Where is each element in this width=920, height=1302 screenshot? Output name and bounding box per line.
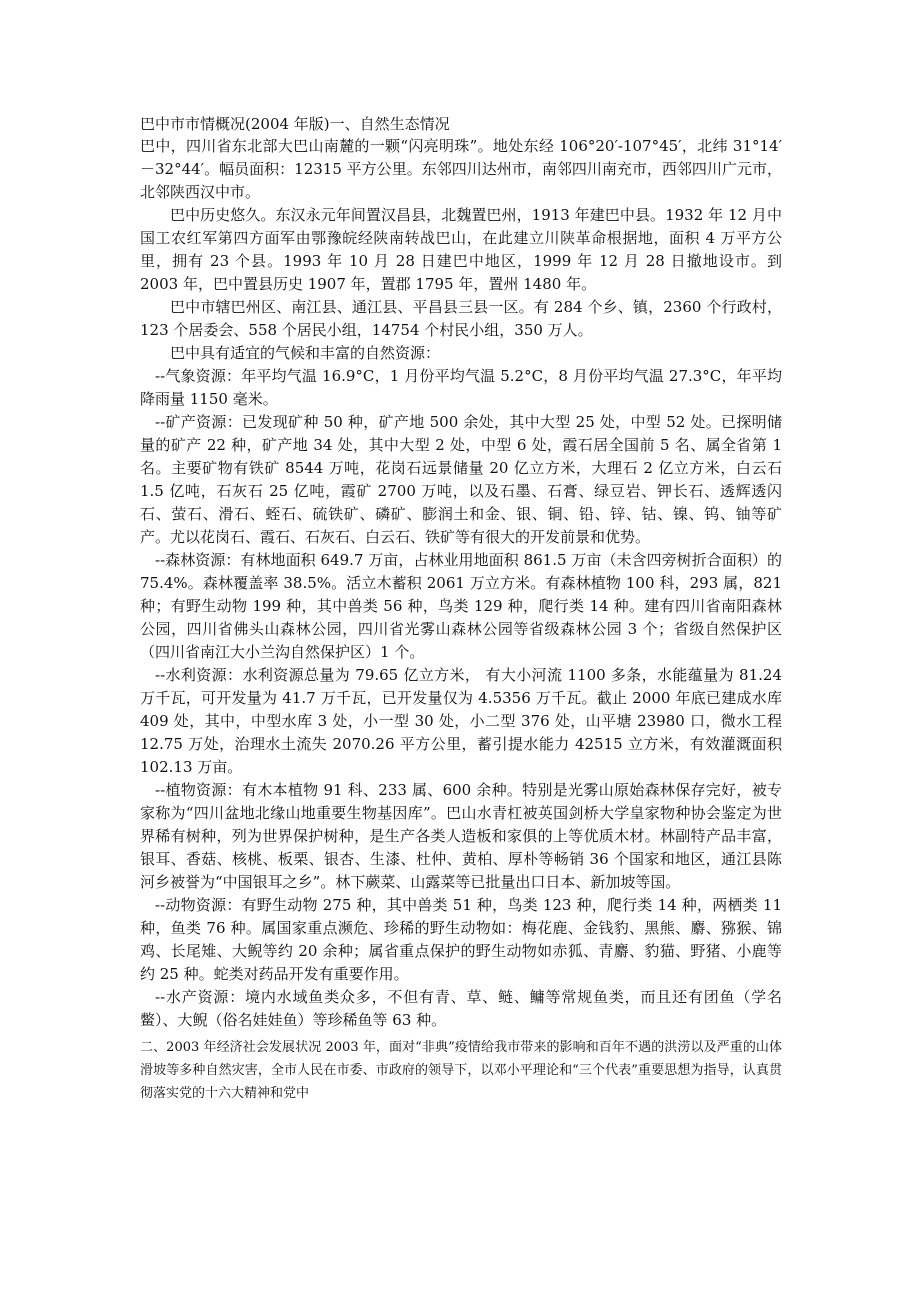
intro-paragraph: 巴中，四川省东北部大巴山南麓的一颗“闪亮明珠”。地处东经 106°20′-107°45′，北纬 31°14′－32°44′。幅员面积：12315 平方公里。东邻四川达州市，南邻四川南充市，西邻四川广元市，北邻陕西汉中市。 bbox=[140, 137, 782, 201]
history-paragraph: 巴中历史悠久。东汉永元年间置汉昌县，北魏置巴州，1913 年建巴中县。1932 年 12 月中国工农红军第四方面军由鄂豫皖经陕南转战巴山，在此建立川陕革命根据地，面积 4 万平方公里，拥有 23 个县。1993 年 10 月 28 日建巴中地区，1999 年 12 月 28 日撤地设市。到 2003 年，巴中置县历史 1907 年，置郡 1795 年，置州 1480 年。 bbox=[140, 206, 782, 293]
document-title: 巴中市市情概况(2004 年版)一、自然生态情况 bbox=[140, 115, 450, 133]
forest-resources-paragraph: --森林资源：有林地面积 649.7 万亩，占林业用地面积 861.5 万亩（未含四旁树折合面积）的 75.4%。森林覆盖率 38.5%。活立木蓄积 2061 万立方米。有森林植物 100 科，293 属，821 种；有野生动物 199 种，其中兽类 56 种，鸟类 129 种，爬行类 14 种。建有四川省南阳森林公园，四川省佛头山森林公园，四川省光雾山森林公园等省级森林公园 3 个；省级自然保护区（四川省南江大小兰沟自然保护区）1 个。 bbox=[140, 551, 782, 661]
jurisdiction-paragraph: 巴中市辖巴州区、南江县、通江县、平昌县三县一区。有 284 个乡、镇，2360 个行政村，123 个居委会、558 个居民小组，14754 个村民小组，350 万人。 bbox=[140, 298, 782, 339]
water-resources-paragraph: --水利资源：水利资源总量为 79.65 亿立方米， 有大小河流 1100 多条，水能蕴量为 81.24 万千瓦，可开发量为 41.7 万千瓦，已开发量仅为 4.5356 万千瓦。截止 2000 年底已建成水库 409 处，其中，中型水库 3 处，小一型 30 处，小二型 376 处，山平塘 23980 口，微水工程 12.75 万处，治理水土流失 2070.26 平方公里，蓄引提水能力 42515 立方米，有效灌溉面积 102.13 万亩。 bbox=[140, 666, 782, 776]
animal-resources-paragraph: --动物资源：有野生动物 275 种，其中兽类 51 种，鸟类 123 种，爬行类 14 种，两栖类 11 种，鱼类 76 种。属国家重点濒危、珍稀的野生动物如：梅花鹿、金钱豹、黑熊、麝、猕猴、锦鸡、长尾雉、大鲵等约 20 余种；属省重点保护的野生动物如赤狐、青麝、豹猫、野猪、小鹿等约 25 种。蛇类对药品开发有重要作用。 bbox=[140, 896, 782, 983]
resources-intro-paragraph: 巴中具有适宜的气候和丰富的自然资源： bbox=[170, 344, 441, 362]
aquatic-resources-paragraph: --水产资源：境内水域鱼类众多，不但有青、草、鲢、鳙等常规鱼类，而且还有团鱼（学名鳖）、大鲵（俗名娃娃鱼）等珍稀鱼等 63 种。 bbox=[140, 988, 782, 1029]
climate-resources-paragraph: --气象资源：年平均气温 16.9°C，1 月份平均气温 5.2°C，8 月份平均气温 27.3°C，年平均降雨量 1150 毫米。 bbox=[140, 367, 782, 408]
document-page bbox=[140, 113, 782, 1105]
mineral-resources-paragraph: --矿产资源：已发现矿种 50 种，矿产地 500 余处，其中大型 25 处，中型 52 处。已探明储量的矿产 22 种，矿产地 34 处，其中大型 2 处，中型 6 处，霞石居全国前 5 名、属全省第 1 名。主要矿物有铁矿 8544 万吨，花岗石远景储量 20 亿立方米，大理石 2 亿立方米，白云石 1.5 亿吨，石灰石 25 亿吨，霞矿 2700 万吨，以及石墨、石膏、绿豆岩、钾长石、透辉透闪石、萤石、滑石、蛭石、硫铁矿、磷矿、膨润土和金、银、铜、铅、锌、钴、镍、钨、铀等矿产。尤以花岗石、霞石、石灰石、白云石、铁矿等有很大的开发前景和优势。 bbox=[140, 413, 782, 546]
section-2-paragraph: 二、2003 年经济社会发展状况 2003 年，面对“非典”疫情给我市带来的影响和百年不遇的洪涝以及严重的山体滑坡等多种自然灾害，全市人民在市委、市政府的领导下，以邓小平理论和“三个代表”重要思想为指导，认真贯彻落实党的十六大精神和党中 bbox=[140, 1040, 782, 1101]
plant-resources-paragraph: --植物资源：有木本植物 91 科、233 属、600 余种。特别是光雾山原始森林保存完好，被专家称为“四川盆地北缘山地重要生物基因库”。巴山水青杠被英国剑桥大学皇家物种协会鉴定为世界稀有树种，列为世界保护树种，是生产各类人造板和家俱的上等优质木材。林副特产品丰富，银耳、香菇、核桃、板栗、银杏、生漆、杜仲、黄柏、厚朴等畅销 36 个国家和地区，通江县陈河乡被誉为“中国银耳之乡”。林下蕨菜、山露菜等已批量出口日本、新加坡等国。 bbox=[140, 781, 782, 891]
